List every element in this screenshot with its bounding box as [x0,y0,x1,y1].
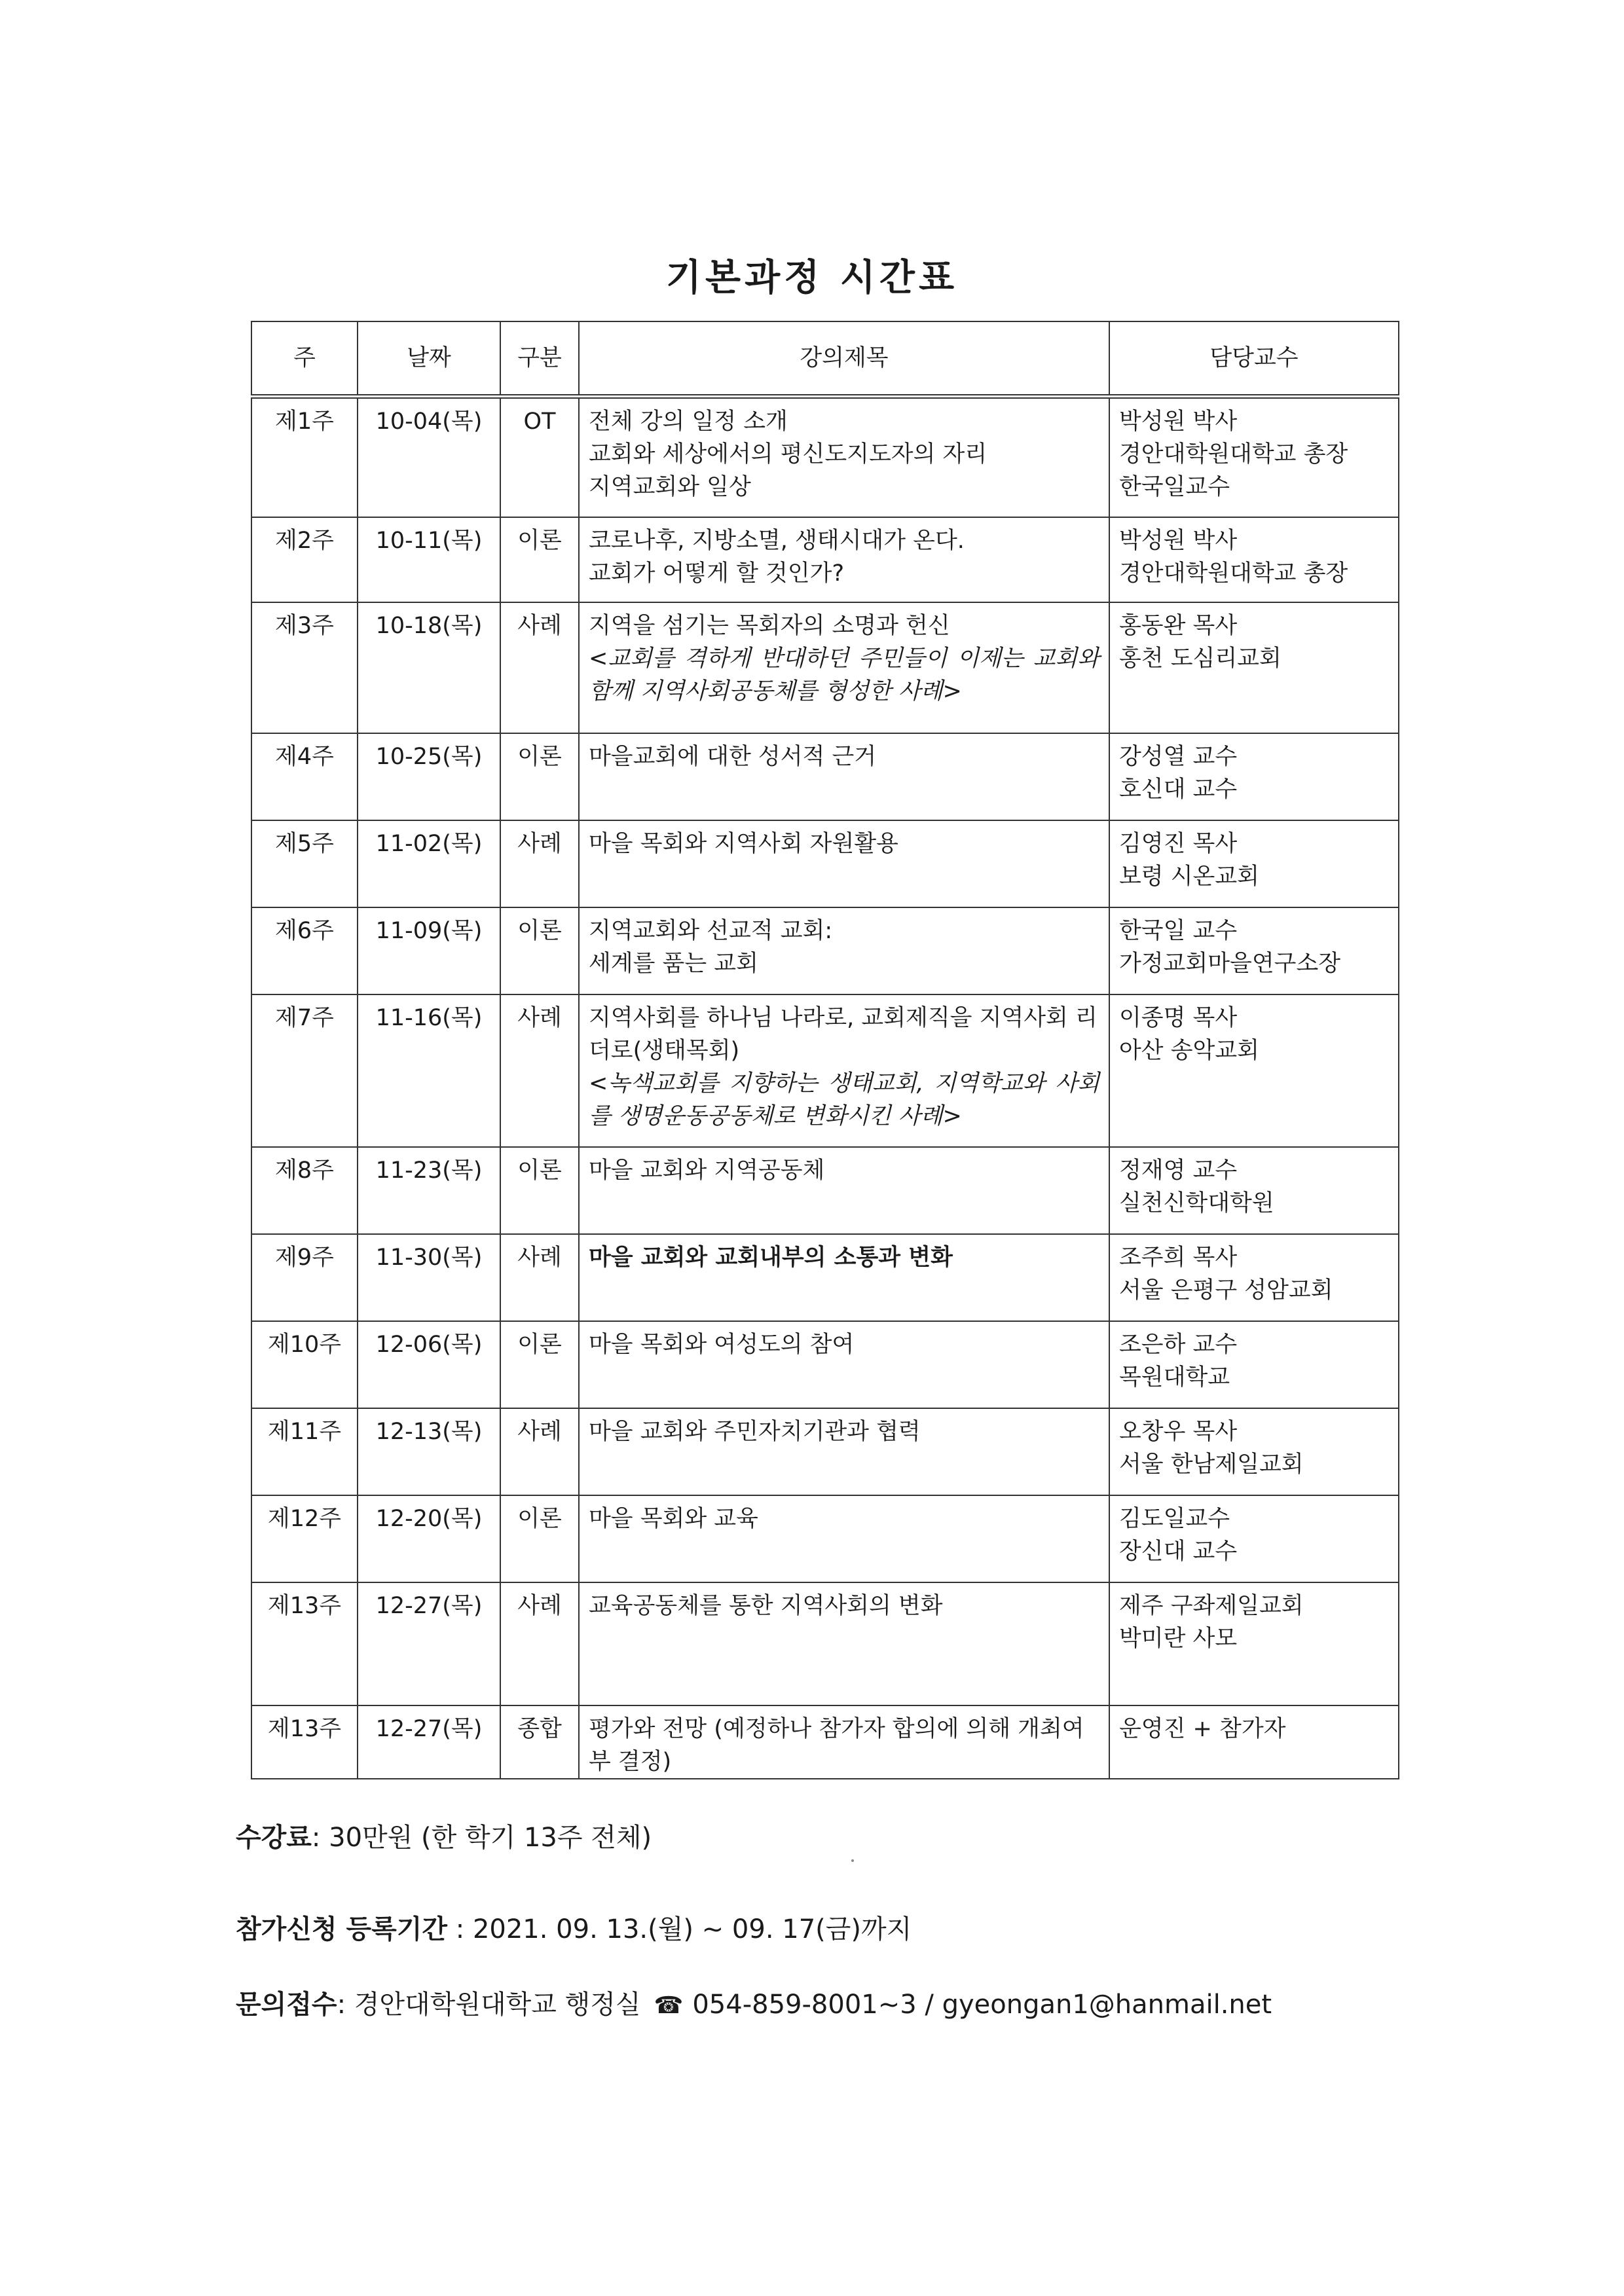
type-cell: 종합 [500,1705,579,1779]
header-professor: 담당교수 [1109,321,1399,397]
professor-line: 장신대 교수 [1119,1538,1238,1565]
type-cell: 이론 [500,1495,579,1582]
fee-line [236,1817,652,1854]
table-header-row [251,321,1399,397]
lecture-title-line: 교육공동체를 통한 지역사회의 변화 [589,1592,943,1619]
lecture-title-line: 마을 목회와 지역사회 자원활용 [589,830,898,857]
lecture-title-line: 마을 목회와 교육 [589,1505,758,1532]
header-title: 강의제목 [579,321,1109,397]
contact-value: : 경안대학원대학교 행정실 [337,1990,641,2020]
week-cell: 제6주 [251,907,358,994]
week-cell: 제5주 [251,820,358,907]
professor-line: 한국일교수 [1119,474,1230,500]
date-cell: 10-18(목) [358,602,500,733]
lecture-title-cell [579,517,1109,602]
professor-line: 가정교회마을연구소장 [1119,950,1341,977]
professor-cell [1109,1147,1399,1234]
professor-line: 강성열 교수 [1119,743,1238,770]
type-cell: 이론 [500,1147,579,1234]
week-cell: 제10주 [251,1321,358,1408]
professor-line: 목원대학교 [1119,1364,1230,1391]
lecture-title-cell [579,1705,1109,1779]
professor-cell [1109,517,1399,602]
table-row [251,820,1399,907]
date-cell: 12-27(목) [358,1582,500,1705]
type-cell: OT [500,397,579,517]
lecture-title-cell [579,1321,1109,1408]
lecture-title-cell [579,907,1109,994]
professor-line: 조주희 목사 [1119,1244,1238,1271]
contact-label: 문의접수 [236,1990,337,2020]
professor-line: 홍동완 목사 [1119,612,1238,639]
lecture-title-cell [579,1495,1109,1582]
professor-line: 경안대학원대학교 총장 [1119,560,1348,587]
type-cell: 이론 [500,517,579,602]
professor-line: 서울 한남제일교회 [1119,1451,1304,1478]
table-row [251,1234,1399,1321]
professor-cell [1109,602,1399,733]
week-cell: 제13주 [251,1705,358,1779]
type-cell: 사례 [500,994,579,1147]
professor-line: 보령 시온교회 [1119,863,1259,890]
professor-line: 서울 은평구 성암교회 [1119,1277,1333,1303]
lecture-note: <녹색교회를 지향하는 생태교회, 지역학교와 사회를 생명운동공동체로 변화시킨 사례> [589,1070,1099,1129]
professor-line: 오창우 목사 [1119,1418,1238,1445]
professor-line: 한국일 교수 [1119,917,1238,944]
lecture-title-line: 지역을 섬기는 목회자의 소명과 헌신 [589,612,950,639]
professor-line: 정재영 교수 [1119,1157,1238,1184]
lecture-title-line: 지역교회와 일상 [589,474,751,500]
phone-icon: ☎ [654,1992,684,2019]
date-cell: 12-06(목) [358,1321,500,1408]
professor-cell [1109,733,1399,820]
professor-line: 경안대학원대학교 총장 [1119,441,1348,467]
week-cell: 제8주 [251,1147,358,1234]
lecture-title-cell [579,1147,1109,1234]
header-type: 구분 [500,321,579,397]
week-cell: 제12주 [251,1495,358,1582]
lecture-title-line: 코로나후, 지방소멸, 생태시대가 온다. [589,527,965,554]
lecture-title-cell [579,602,1109,733]
table-row [251,907,1399,994]
type-cell: 이론 [500,907,579,994]
professor-cell [1109,1321,1399,1408]
professor-line: 아산 송악교회 [1119,1037,1259,1064]
professor-line: 박성원 박사 [1119,409,1238,435]
table-row [251,397,1399,517]
date-cell: 10-11(목) [358,517,500,602]
lecture-title-cell [579,994,1109,1147]
professor-line: 운영진 + 참가자 [1119,1715,1286,1742]
table-row [251,994,1399,1147]
lecture-title-line: 마을 교회와 교회내부의 소통과 변화 [589,1244,953,1271]
week-cell: 제1주 [251,397,358,517]
fee-value: : 30만원 (한 학기 13주 전체) [311,1823,652,1853]
professor-line: 호신대 교수 [1119,776,1238,803]
lecture-title-line: 마을 교회와 주민자치기관과 협력 [589,1418,921,1445]
professor-line: 조은하 교수 [1119,1331,1238,1358]
type-cell: 사례 [500,1234,579,1321]
date-cell: 11-02(목) [358,820,500,907]
table-row [251,1147,1399,1234]
table-row [251,517,1399,602]
schedule-table [251,321,1399,1779]
contact-line [236,1984,1272,2021]
professor-line: 박미란 사모 [1119,1625,1238,1652]
date-cell: 11-09(목) [358,907,500,994]
lecture-title-cell [579,820,1109,907]
professor-line: 김영진 목사 [1119,830,1238,857]
professor-cell [1109,1495,1399,1582]
fee-label: 수강료 [236,1823,312,1853]
registration-value: : 2021. 09. 13.(월) ~ 09. 17(금)까지 [447,1914,912,1944]
lecture-title-cell [579,733,1109,820]
week-cell: 제7주 [251,994,358,1147]
lecture-title-cell [579,1408,1109,1495]
professor-line: 박성원 박사 [1119,527,1238,554]
lecture-note: <교회를 격하게 반대하던 주민들이 이제는 교회와 함께 지역사회공동체를 형성한 사례> [589,645,1099,704]
date-cell: 11-16(목) [358,994,500,1147]
registration-label: 참가신청 등록기간 [236,1914,448,1944]
lecture-title-line: 지역교회와 선교적 교회: [589,917,833,944]
week-cell: 제3주 [251,602,358,733]
scan-dot [851,1859,854,1862]
table-row [251,1495,1399,1582]
professor-line: 제주 구좌제일교회 [1119,1592,1304,1619]
professor-cell [1109,994,1399,1147]
lecture-title-line: 마을 목회와 여성도의 참여 [589,1331,855,1358]
date-cell: 10-25(목) [358,733,500,820]
professor-cell [1109,1582,1399,1705]
type-cell: 이론 [500,1321,579,1408]
table-row [251,1705,1399,1779]
professor-line: 이종명 목사 [1119,1004,1238,1031]
professor-line: 김도일교수 [1119,1505,1230,1532]
week-cell: 제4주 [251,733,358,820]
lecture-title-line: 세계를 품는 교회 [589,950,758,977]
lecture-title-cell [579,1234,1109,1321]
type-cell: 사례 [500,1582,579,1705]
week-cell: 제13주 [251,1582,358,1705]
lecture-title-cell [579,1582,1109,1705]
table-row [251,1582,1399,1705]
lecture-title-line: 마을 교회와 지역공동체 [589,1157,825,1184]
registration-line [236,1908,912,1946]
professor-cell [1109,1705,1399,1779]
table-row [251,602,1399,733]
lecture-title-line: 전체 강의 일정 소개 [589,409,788,435]
table-row [251,733,1399,820]
date-cell: 12-20(목) [358,1495,500,1582]
table-row [251,1408,1399,1495]
date-cell: 11-23(목) [358,1147,500,1234]
week-cell: 제9주 [251,1234,358,1321]
lecture-title-line: 교회가 어떻게 할 것인가? [589,560,845,587]
date-cell: 11-30(목) [358,1234,500,1321]
week-cell: 제11주 [251,1408,358,1495]
professor-cell [1109,397,1399,517]
type-cell: 사례 [500,1408,579,1495]
type-cell: 사례 [500,820,579,907]
contact-phone: 054-859-8001~3 / gyeongan1@hanmail.net [692,1990,1272,2020]
header-week: 주 [251,321,358,397]
type-cell: 이론 [500,733,579,820]
type-cell: 사례 [500,602,579,733]
date-cell: 12-27(목) [358,1705,500,1779]
page-title: 기본과정 시간표 [665,257,959,299]
date-cell: 12-13(목) [358,1408,500,1495]
table-row [251,1321,1399,1408]
professor-line: 홍천 도심리교회 [1119,645,1282,672]
lecture-title-line: 지역사회를 하나님 나라로, 교회제직을 지역사회 리더로(생태목회) [589,1004,1098,1064]
professor-cell [1109,1234,1399,1321]
lecture-title-line: 평가와 전망 (예정하나 참가자 합의에 의해 개최여부 결정) [589,1715,1084,1775]
professor-line: 실천신학대학원 [1119,1190,1274,1216]
professor-cell [1109,820,1399,907]
lecture-title-cell [579,397,1109,517]
lecture-title-line: 마을교회에 대한 성서적 근거 [589,743,877,770]
professor-cell [1109,1408,1399,1495]
professor-cell [1109,907,1399,994]
header-date: 날짜 [358,321,500,397]
week-cell: 제2주 [251,517,358,602]
date-cell: 10-04(목) [358,397,500,517]
lecture-title-line: 교회와 세상에서의 평신도지도자의 자리 [589,441,987,467]
